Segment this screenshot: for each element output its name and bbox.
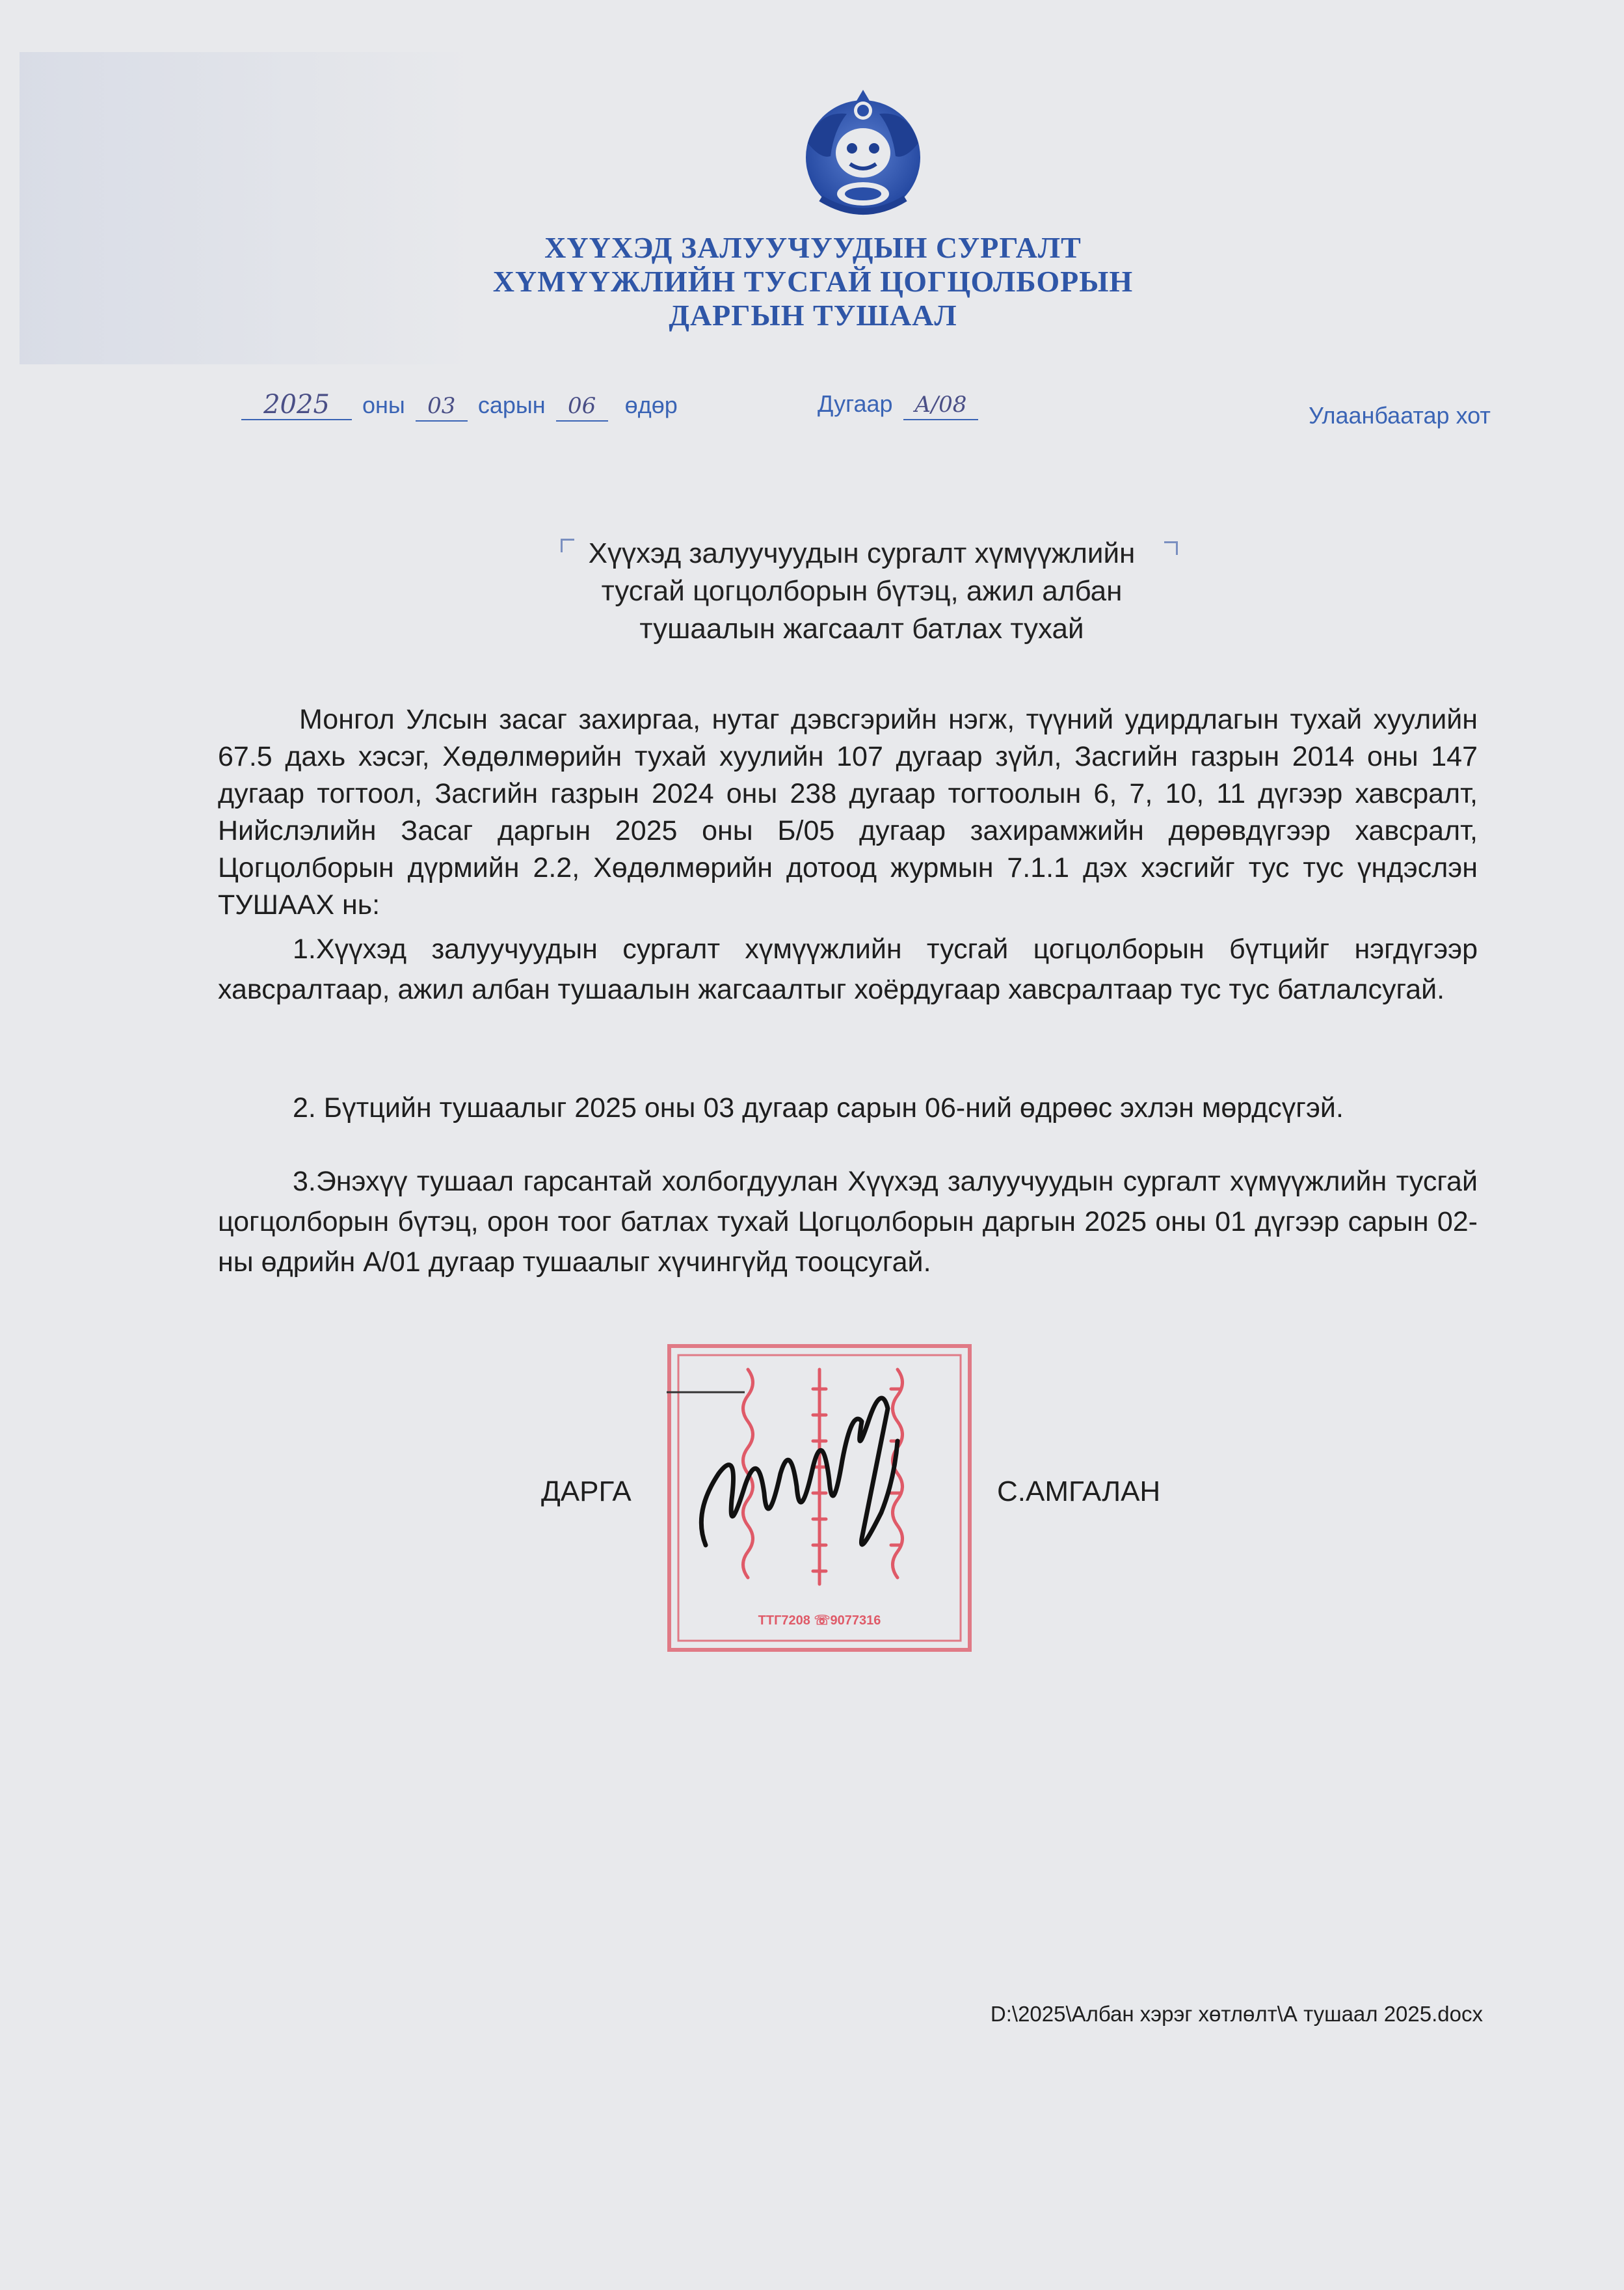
file-path-footer: D:\2025\Албан хэрэг хөтлөлт\А тушаал 2025.docx [990,2002,1483,2026]
date-month: 03 [416,392,468,422]
date-month-suffix: сарын [477,392,546,418]
city-label: Улаанбаатар хот [1309,402,1491,429]
order-item-3: 3.Энэхүү тушаал гарсантай холбогдуулан Хүүхэд залуучуудын сургалт хүмүүжлийн тусгай цогцолборын бүтэц, орон тоог батлах тухай Цогцолборын даргын 2025 оны 01 дүгээр сарын 02-ны өдрийн А/01 дугаар тушаалыг хүчингүйд тооцсугай. [218,1166,1478,1278]
order-subject [455,535,1268,648]
heading-line-2: ХҮМҮҮЖЛИЙН ТУСГАЙ ЦОГЦОЛБОРЫН [492,265,1134,298]
document-heading [390,231,1236,332]
heading-line-3: ДАРГЫН ТУШААЛ [669,299,957,332]
preamble-paragraph: Монгол Улсын засаг захиргаа, нутаг дэвсгэрийн нэгж, түүний удирдлагын тухай хуулийн 67.5 дахь хэсэг, Хөдөлмөрийн тухай хуулийн 107 дугаар зүйл, Засгийн газрын 2014 оны 147 дугаар тогтоол, Засгийн газрын 2024 оны 238 дугаар тогтоолын 6, 7, 10, 11 дүгээр хавсралт, Нийслэлийн Засаг даргын 2025 оны Б/05 дугаар захирамжийн дөрөвдүгээр хавсралт, Цогцолборын дүрмийн 2.2, Хөдөлмөрийн дотоод журмын 7.1.1 дэх хэсгийг тус тус үндэслэн ТУШААХ нь: [218,704,1478,921]
soyombo-state-emblem-icon [795,85,931,221]
heading-line-1: ХҮҮХЭД ЗАЛУУЧУУДЫН СУРГАЛТ [544,231,1082,264]
order-number-label: Дугаар [818,390,893,417]
order-item-2: 2. Бүтцийн тушаалыг 2025 оны 03 дугаар сарын 06-ний өдрөөс эхлэн мөрдсүгэй. [293,1092,1344,1124]
signatory-position: ДАРГА [541,1475,632,1507]
order-number [818,390,982,420]
stamp-code: ТТГ7208 ☏9077316 [758,1613,881,1628]
date-day: 06 [556,392,608,422]
date-day-suffix: өдөр [624,392,678,418]
date-year-suffix: оны [362,392,405,418]
date-line [237,390,678,422]
subject-line-3: тушаалын жагсаалт батлах тухай [639,613,1084,645]
subject-line-2: тусгай цогцолборын бүтэц, ажил албан [601,575,1123,607]
official-seal-stamp [667,1343,972,1652]
signatory-name: С.АМГАЛАН [997,1475,1161,1507]
order-item-1: 1.Хүүхэд залуучуудын сургалт хүмүүжлийн тусгай цогцолборын бүтцийг нэгдүгээр хавсралтаар, ажил албан тушаалын жагсаалтыг хоёрдугаар хавсралтаар тус тус батлалсугай. [218,934,1478,1005]
handwritten-signature-icon [701,1398,898,1545]
date-year: 2025 [241,390,352,420]
order-number-value: А/08 [903,390,978,420]
subject-line-1: Хүүхэд залуучуудын сургалт хүмүүжлийн [588,537,1136,569]
